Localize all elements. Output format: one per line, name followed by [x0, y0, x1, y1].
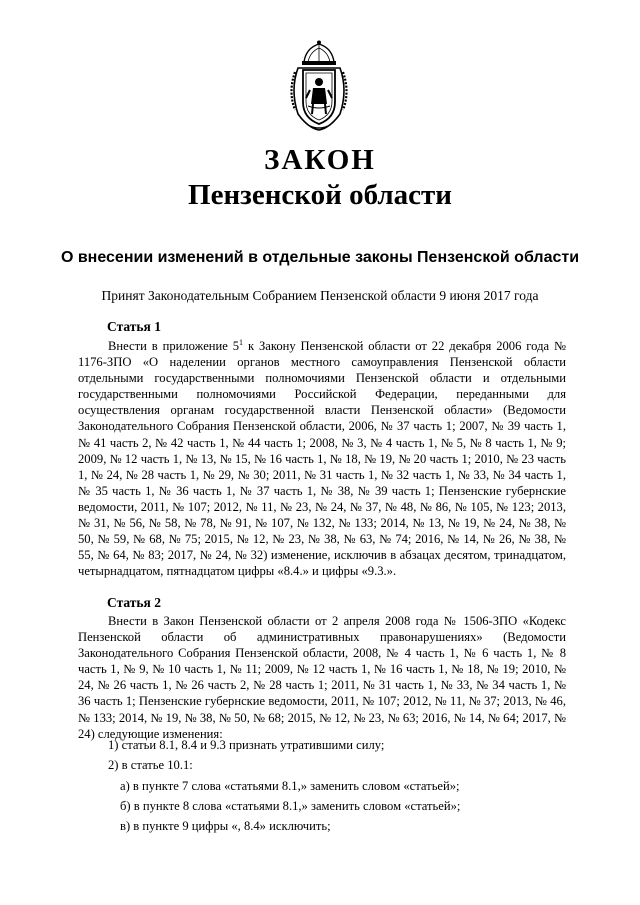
article-1-superscript: 1 — [239, 337, 244, 347]
article-1-text — [78, 338, 566, 579]
coat-of-arms-icon — [286, 40, 352, 132]
article-2-subitem-b: б) в пункте 8 слова «статьями 8.1,» заменить словом «статьей»; — [120, 799, 461, 813]
article-1-text-rest: к Закону Пензенской области от 22 декабря 2006 года № 1176-ЗПО «О наделении органов местного самоуправления Пензенской области отдельными государственными полномочиями Пензенской области и отдельными государственными полномочиями Российской Федерации, переданными для осуществления органам государственной власти Пензенской области» (Ведомости Законодательного Собрания Пензенской области, 2006, № 37 часть 1; 2007, № 39 часть 1, № 41 часть 2, № 42 часть 1, № 44 часть 1; 2008, № 3, № 4 часть 1, № 5, № 8 часть 1, № 9; 2009, № 12 часть 1, № 13, № 15, № 16 часть 1, № 18, № 19, № 20 часть 1; 2010, № 23 часть 1, № 24, № 28 часть 1, № 29, № 30; 2011, № 31 часть 1, № 32 часть 1, № 33, № 34 часть 1, № 35 часть 1, № 36 часть 1, № 37 часть 1, № 38, № 39 часть 1; Пензенские губернские ведомости, 2011, № 107; 2012, № 11, № 23, № 24, № 37, № 48, № 86, № 105, № 123; 2013, № 31, № 56, № 58, № 78, № 91, № 107, № 132, № 133; 2014, № 13, № 19, № 24, № 38, № 50, № 59, № 68, № 75; 2015, № 12, № 23, № 38, № 63, № 74; 2016, № 14, № 26, № 38, № 55, № 64, № 83; 2017, № 24, № 32) изменение, исключив в абзацах десятом, тринадцатом, четырнадцатом, пятнадцатом цифры «8.4.» и цифры «9.3.». — [78, 339, 566, 579]
article-2-subitem-a: а) в пункте 7 слова «статьями 8.1,» заменить словом «статьей»; — [120, 779, 460, 793]
article-2-heading: Статья 2 — [107, 595, 161, 610]
article-2-subitem-c: в) в пункте 9 цифры «, 8.4» исключить; — [120, 819, 331, 833]
law-name: О внесении изменений в отдельные законы Пензенской области — [60, 249, 580, 266]
article-2-item-2: 2) в статье 10.1: — [108, 758, 193, 772]
document-title: ЗАКОН — [264, 144, 376, 176]
article-2-item-1: 1) статьи 8.1, 8.4 и 9.3 признать утратившими силу; — [108, 738, 385, 752]
article-2-text: Внести в Закон Пензенской области от 2 апреля 2008 года № 1506-ЗПО «Кодекс Пензенской области об административных правонарушениях» (Ведомости Законодательного Собрания Пензенской области, 2008, № 4 часть 1, № 6 часть 1, № 8 часть 1, № 9, № 10 часть 1, № 11; 2009, № 12 часть 1, № 16 часть 1, № 18, № 19; 2010, № 24, № 26 часть 1, № 26 часть 2, № 28 часть 1; 2011, № 31 часть 1, № 33, № 34 часть 1, № 36 часть 1; Пензенские губернские ведомости, 2011, № 107; 2012, № 11, № 37; 2013, № 46, № 133; 2014, № 19, № 38, № 50, № 68; 2015, № 12, № 23, № 63; 2016, № 14, № 64; 2017, № 24) следующие изменения: — [78, 614, 566, 741]
article-1-heading: Статья 1 — [107, 319, 161, 334]
document-subtitle: Пензенской области — [188, 179, 452, 211]
article-1-text-start: Внести в приложение 5 — [108, 339, 240, 353]
adoption-line: Принят Законодательным Собранием Пензенской области 9 июня 2017 года — [101, 288, 539, 303]
